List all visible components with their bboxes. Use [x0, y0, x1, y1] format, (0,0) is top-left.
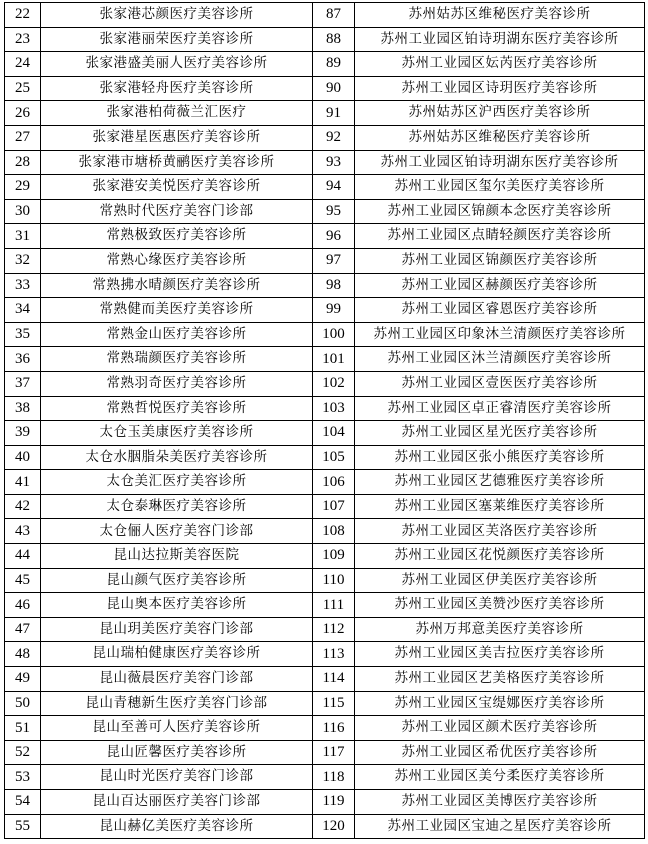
table-row	[5, 593, 645, 618]
left-row-number: 38	[5, 396, 41, 421]
right-row-number: 102	[313, 371, 355, 396]
left-row-number: 50	[5, 691, 41, 716]
left-clinic-name: 太仓美汇医疗美容诊所	[41, 470, 313, 495]
left-clinic-name: 张家港盛美丽人医疗美容诊所	[41, 52, 313, 77]
left-clinic-name: 常熟哲悦医疗美容诊所	[41, 396, 313, 421]
left-row-number: 45	[5, 568, 41, 593]
left-row-number: 23	[5, 27, 41, 52]
table-row	[5, 814, 645, 839]
left-clinic-name: 太仓玉美康医疗美容诊所	[41, 421, 313, 446]
left-row-number: 35	[5, 322, 41, 347]
left-clinic-name: 常熟拂水晴颜医疗美容诊所	[41, 273, 313, 298]
left-row-number: 55	[5, 814, 41, 839]
right-clinic-name: 苏州工业园区花悦颜医疗美容诊所	[355, 544, 645, 569]
table-row	[5, 568, 645, 593]
left-row-number: 24	[5, 52, 41, 77]
table-row	[5, 470, 645, 495]
right-clinic-name: 苏州工业园区芙洛医疗美容诊所	[355, 519, 645, 544]
right-row-number: 93	[313, 150, 355, 175]
right-row-number: 116	[313, 716, 355, 741]
right-row-number: 112	[313, 617, 355, 642]
left-clinic-name: 昆山百达丽医疗美容门诊部	[41, 790, 313, 815]
left-row-number: 39	[5, 421, 41, 446]
right-row-number: 88	[313, 27, 355, 52]
left-clinic-name: 昆山颜气医疗美容诊所	[41, 568, 313, 593]
table-row	[5, 716, 645, 741]
left-clinic-name: 昆山至善可人医疗美容诊所	[41, 716, 313, 741]
right-row-number: 113	[313, 642, 355, 667]
left-clinic-name: 昆山瑞柏健康医疗美容诊所	[41, 642, 313, 667]
right-row-number: 117	[313, 740, 355, 765]
right-row-number: 96	[313, 224, 355, 249]
table-row	[5, 642, 645, 667]
left-clinic-name: 张家港市塘桥黄鹂医疗美容诊所	[41, 150, 313, 175]
right-clinic-name: 苏州工业园区印象沐兰清颜医疗美容诊所	[355, 322, 645, 347]
table-row	[5, 494, 645, 519]
right-row-number: 118	[313, 765, 355, 790]
right-row-number: 106	[313, 470, 355, 495]
left-clinic-name: 张家港安美悦医疗美容诊所	[41, 175, 313, 200]
table-row	[5, 322, 645, 347]
right-clinic-name: 苏州姑苏区沪西医疗美容诊所	[355, 101, 645, 126]
table-row	[5, 199, 645, 224]
right-clinic-name: 苏州工业园区艺德雅医疗美容诊所	[355, 470, 645, 495]
table-row	[5, 765, 645, 790]
left-row-number: 34	[5, 298, 41, 323]
table-row	[5, 52, 645, 77]
left-row-number: 52	[5, 740, 41, 765]
left-clinic-name: 常熟极致医疗美容诊所	[41, 224, 313, 249]
table-row	[5, 691, 645, 716]
right-row-number: 120	[313, 814, 355, 839]
right-clinic-name: 苏州工业园区艺美格医疗美容诊所	[355, 667, 645, 692]
right-clinic-name: 苏州工业园区颜术医疗美容诊所	[355, 716, 645, 741]
left-clinic-name: 张家港丽荣医疗美容诊所	[41, 27, 313, 52]
left-row-number: 46	[5, 593, 41, 618]
table-row	[5, 248, 645, 273]
clinic-list-body	[5, 3, 645, 839]
right-row-number: 100	[313, 322, 355, 347]
right-clinic-name: 苏州工业园区玺尔美医疗美容诊所	[355, 175, 645, 200]
left-row-number: 44	[5, 544, 41, 569]
right-clinic-name: 苏州工业园区希优医疗美容诊所	[355, 740, 645, 765]
left-clinic-name: 太仓水胭脂朵美医疗美容诊所	[41, 445, 313, 470]
right-row-number: 103	[313, 396, 355, 421]
left-row-number: 33	[5, 273, 41, 298]
right-row-number: 92	[313, 125, 355, 150]
left-clinic-name: 张家港芯颜医疗美容诊所	[41, 3, 313, 28]
left-clinic-name: 昆山青穗新生医疗美容门诊部	[41, 691, 313, 716]
table-row	[5, 667, 645, 692]
right-row-number: 94	[313, 175, 355, 200]
left-clinic-name: 张家港轻舟医疗美容诊所	[41, 76, 313, 101]
left-clinic-name: 太仓俪人医疗美容门诊部	[41, 519, 313, 544]
right-row-number: 107	[313, 494, 355, 519]
right-row-number: 110	[313, 568, 355, 593]
left-clinic-name: 昆山匠馨医疗美容诊所	[41, 740, 313, 765]
right-clinic-name: 苏州工业园区塞莱维医疗美容诊所	[355, 494, 645, 519]
left-row-number: 28	[5, 150, 41, 175]
right-row-number: 91	[313, 101, 355, 126]
table-row	[5, 740, 645, 765]
left-row-number: 51	[5, 716, 41, 741]
right-row-number: 104	[313, 421, 355, 446]
right-clinic-name: 苏州工业园区诗玥医疗美容诊所	[355, 76, 645, 101]
left-row-number: 43	[5, 519, 41, 544]
table-row	[5, 347, 645, 372]
left-row-number: 40	[5, 445, 41, 470]
left-row-number: 37	[5, 371, 41, 396]
right-clinic-name: 苏州工业园区美兮柔医疗美容诊所	[355, 765, 645, 790]
table-row	[5, 544, 645, 569]
right-clinic-name: 苏州姑苏区维秘医疗美容诊所	[355, 3, 645, 28]
left-row-number: 32	[5, 248, 41, 273]
left-clinic-name: 昆山玥美医疗美容门诊部	[41, 617, 313, 642]
right-clinic-name: 苏州工业园区宝迪之星医疗美容诊所	[355, 814, 645, 839]
table-row	[5, 790, 645, 815]
right-clinic-name: 苏州工业园区壹医医疗美容诊所	[355, 371, 645, 396]
right-row-number: 89	[313, 52, 355, 77]
right-clinic-name: 苏州工业园区铂诗玥湖东医疗美容诊所	[355, 27, 645, 52]
right-clinic-name: 苏州工业园区美赞沙医疗美容诊所	[355, 593, 645, 618]
left-row-number: 25	[5, 76, 41, 101]
right-row-number: 115	[313, 691, 355, 716]
right-clinic-name: 苏州工业园区妘芮医疗美容诊所	[355, 52, 645, 77]
right-clinic-name: 苏州工业园区星光医疗美容诊所	[355, 421, 645, 446]
right-clinic-name: 苏州万邦意美医疗美容诊所	[355, 617, 645, 642]
left-row-number: 48	[5, 642, 41, 667]
right-clinic-name: 苏州姑苏区维秘医疗美容诊所	[355, 125, 645, 150]
table-row	[5, 27, 645, 52]
left-clinic-name: 昆山赫亿美医疗美容诊所	[41, 814, 313, 839]
table-row	[5, 396, 645, 421]
table-row	[5, 617, 645, 642]
left-clinic-name: 常熟羽奇医疗美容诊所	[41, 371, 313, 396]
left-clinic-name: 常熟瑞颜医疗美容诊所	[41, 347, 313, 372]
left-clinic-name: 张家港柏荷薇兰汇医疗	[41, 101, 313, 126]
left-clinic-name: 昆山时光医疗美容门诊部	[41, 765, 313, 790]
right-row-number: 98	[313, 273, 355, 298]
right-clinic-name: 苏州工业园区睿恩医疗美容诊所	[355, 298, 645, 323]
right-row-number: 97	[313, 248, 355, 273]
table-row	[5, 298, 645, 323]
table-row	[5, 421, 645, 446]
left-clinic-name: 常熟时代医疗美容门诊部	[41, 199, 313, 224]
table-row	[5, 76, 645, 101]
right-clinic-name: 苏州工业园区锦颜本念医疗美容诊所	[355, 199, 645, 224]
right-row-number: 95	[313, 199, 355, 224]
left-row-number: 31	[5, 224, 41, 249]
right-row-number: 101	[313, 347, 355, 372]
left-clinic-name: 常熟健而美医疗美容诊所	[41, 298, 313, 323]
table-row	[5, 125, 645, 150]
left-row-number: 54	[5, 790, 41, 815]
right-clinic-name: 苏州工业园区张小熊医疗美容诊所	[355, 445, 645, 470]
right-clinic-name: 苏州工业园区卓正睿清医疗美容诊所	[355, 396, 645, 421]
right-row-number: 105	[313, 445, 355, 470]
right-clinic-name: 苏州工业园区赫颜医疗美容诊所	[355, 273, 645, 298]
table-row	[5, 150, 645, 175]
left-clinic-name: 太仓泰琳医疗美容诊所	[41, 494, 313, 519]
left-clinic-name: 常熟金山医疗美容诊所	[41, 322, 313, 347]
right-clinic-name: 苏州工业园区点睛轻颜医疗美容诊所	[355, 224, 645, 249]
left-row-number: 26	[5, 101, 41, 126]
right-clinic-name: 苏州工业园区沐兰清颜医疗美容诊所	[355, 347, 645, 372]
right-row-number: 99	[313, 298, 355, 323]
table-row	[5, 445, 645, 470]
left-row-number: 29	[5, 175, 41, 200]
table-row	[5, 224, 645, 249]
left-row-number: 22	[5, 3, 41, 28]
left-clinic-name: 昆山薇晨医疗美容门诊部	[41, 667, 313, 692]
right-clinic-name: 苏州工业园区宝缇娜医疗美容诊所	[355, 691, 645, 716]
left-row-number: 27	[5, 125, 41, 150]
right-row-number: 87	[313, 3, 355, 28]
right-row-number: 90	[313, 76, 355, 101]
right-clinic-name: 苏州工业园区铂诗玥湖东医疗美容诊所	[355, 150, 645, 175]
left-clinic-name: 张家港星医惠医疗美容诊所	[41, 125, 313, 150]
left-row-number: 49	[5, 667, 41, 692]
left-row-number: 30	[5, 199, 41, 224]
table-row	[5, 101, 645, 126]
left-row-number: 53	[5, 765, 41, 790]
table-row	[5, 175, 645, 200]
left-clinic-name: 昆山奥本医疗美容诊所	[41, 593, 313, 618]
right-row-number: 119	[313, 790, 355, 815]
right-clinic-name: 苏州工业园区美博医疗美容诊所	[355, 790, 645, 815]
table-row	[5, 273, 645, 298]
left-row-number: 41	[5, 470, 41, 495]
right-row-number: 111	[313, 593, 355, 618]
left-row-number: 36	[5, 347, 41, 372]
left-row-number: 42	[5, 494, 41, 519]
left-row-number: 47	[5, 617, 41, 642]
table-row	[5, 519, 645, 544]
left-clinic-name: 昆山达拉斯美容医院	[41, 544, 313, 569]
right-row-number: 109	[313, 544, 355, 569]
table-row	[5, 3, 645, 28]
right-clinic-name: 苏州工业园区伊美医疗美容诊所	[355, 568, 645, 593]
right-row-number: 114	[313, 667, 355, 692]
right-row-number: 108	[313, 519, 355, 544]
table-row	[5, 371, 645, 396]
right-clinic-name: 苏州工业园区美吉拉医疗美容诊所	[355, 642, 645, 667]
clinic-list-table	[4, 2, 645, 839]
right-clinic-name: 苏州工业园区锦颜医疗美容诊所	[355, 248, 645, 273]
left-clinic-name: 常熟心缘医疗美容诊所	[41, 248, 313, 273]
